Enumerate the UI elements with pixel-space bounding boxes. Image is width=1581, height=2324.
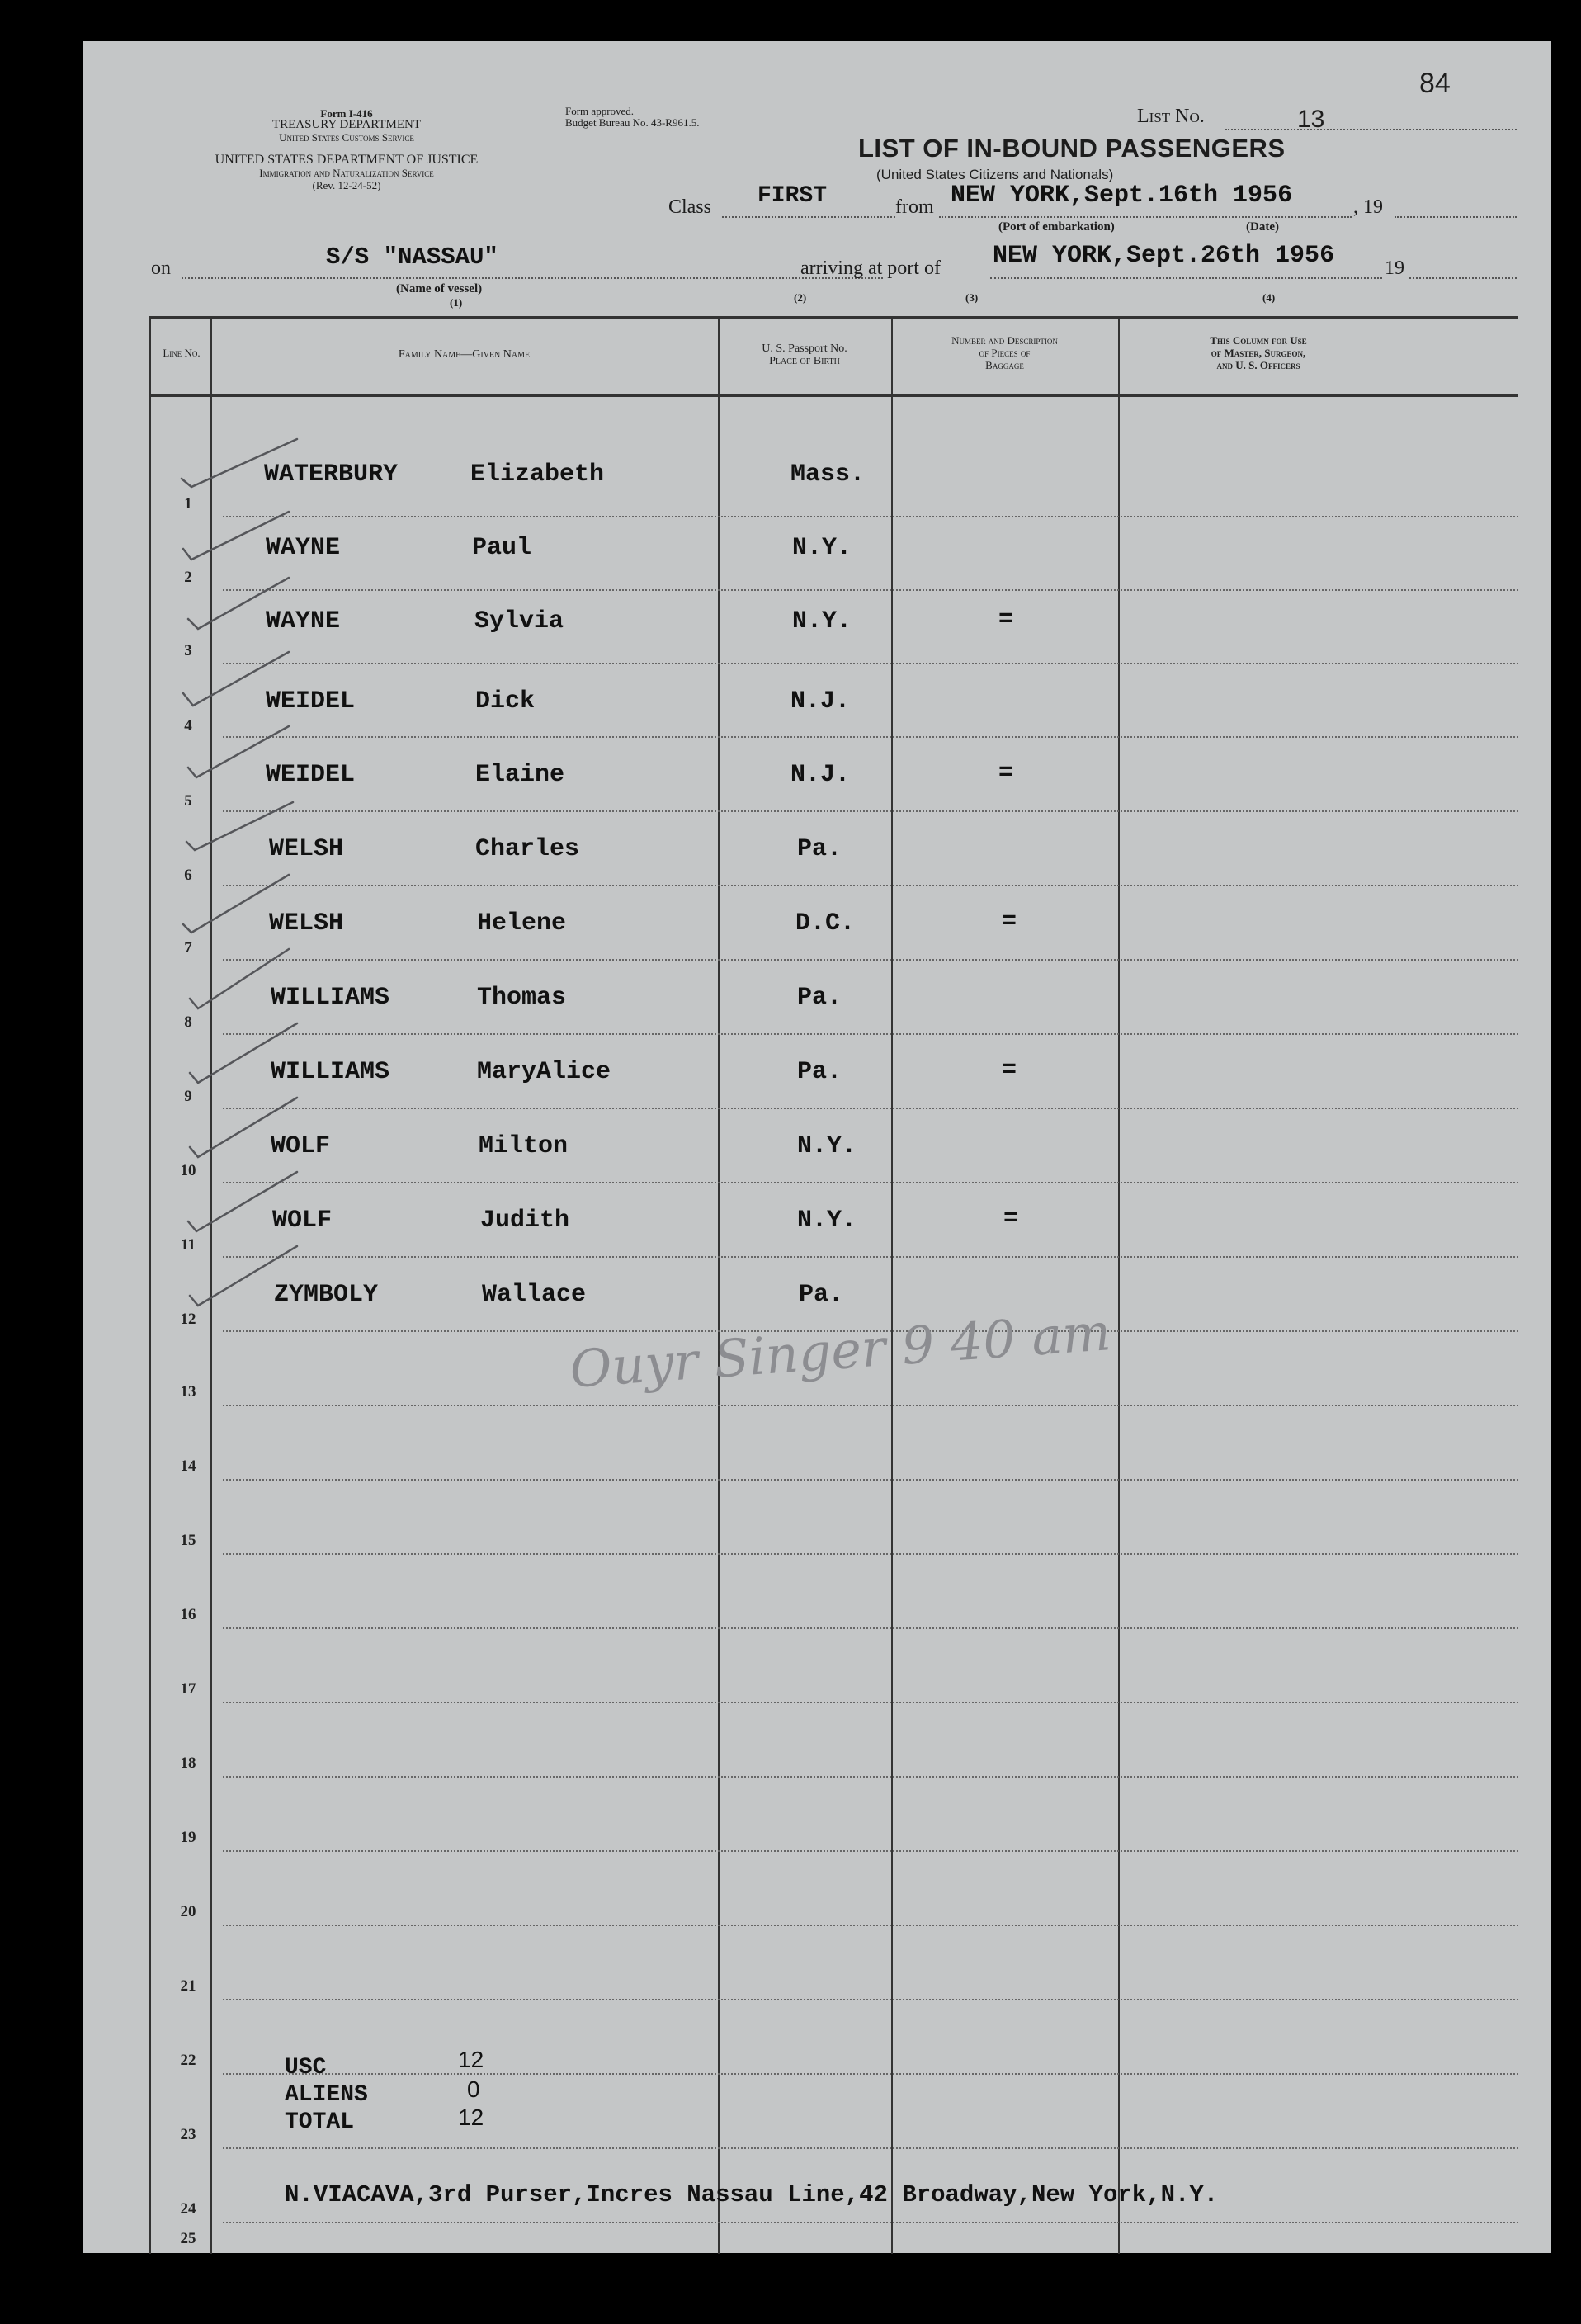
header-bottom-border <box>149 394 1518 397</box>
birth-place: N.J. <box>790 687 851 716</box>
col-num-4: (4) <box>1262 291 1276 304</box>
on-label: on <box>151 257 171 279</box>
revision-label: (Rev. 12-24-52) <box>312 179 381 191</box>
purser-signature-line: N.VIACAVA,3rd Purser,Incres Nassau Line,42 Broadway,New York,N.Y. <box>285 2181 1219 2208</box>
family-name: WELSH <box>269 909 344 938</box>
list-no-value: 13 <box>1297 106 1325 133</box>
family-name: WAYNE <box>266 607 341 635</box>
col-head-officers-1: This Column for Use <box>1210 334 1307 347</box>
given-name: Elaine <box>475 761 565 789</box>
given-name: Milton <box>479 1132 569 1160</box>
justice-label: UNITED STATES DEPARTMENT OF JUSTICE <box>215 153 479 167</box>
page-number: 84 <box>1419 68 1451 99</box>
given-name: MaryAlice <box>477 1058 611 1086</box>
given-name: Judith <box>480 1207 570 1235</box>
aliens-label: ALIENS <box>285 2082 368 2108</box>
birth-place: D.C. <box>795 909 856 938</box>
baggage: = <box>998 606 1014 634</box>
family-name: WOLF <box>272 1207 333 1235</box>
col-num-3: (3) <box>965 291 979 304</box>
birth-place: N.Y. <box>797 1132 857 1160</box>
family-name: WILLIAMS <box>271 984 390 1012</box>
col-head-officers-3: and U. S. Officers <box>1216 359 1300 371</box>
baggage: = <box>1002 908 1017 936</box>
line-number: 5 <box>184 792 192 810</box>
from-label: from <box>895 196 934 218</box>
line-number: 24 <box>180 2200 196 2218</box>
port-embark-caption: (Port of embarkation) <box>998 220 1115 234</box>
form-subtitle: (United States Citizens and Nationals) <box>876 167 1114 182</box>
line-number: 22 <box>180 2052 196 2069</box>
line-number: 7 <box>184 939 192 957</box>
total-label: TOTAL <box>285 2109 355 2135</box>
family-name: WELSH <box>269 835 344 863</box>
baggage: = <box>998 759 1014 787</box>
vessel-caption: (Name of vessel) <box>396 282 483 295</box>
birth-place: Mass. <box>790 461 866 489</box>
line-number: 11 <box>181 1236 196 1254</box>
line-number: 1 <box>184 495 192 513</box>
aliens-value: 0 <box>467 2076 480 2102</box>
from-value: NEW YORK,Sept.16th 1956 <box>951 182 1293 210</box>
col-head-baggage-3: Baggage <box>985 359 1024 371</box>
customs-label: United States Customs Service <box>279 131 414 144</box>
col-head-baggage-1: Number and Description <box>951 334 1058 347</box>
table-top-border <box>149 316 1518 319</box>
treasury-label: TREASURY DEPARTMENT <box>271 118 422 131</box>
family-name: WOLF <box>271 1132 331 1160</box>
family-name: WEIDEL <box>266 687 356 716</box>
class-label: Class <box>668 196 712 218</box>
given-name: Elizabeth <box>470 461 605 489</box>
family-name: WATERBURY <box>264 461 399 489</box>
line-number: 6 <box>184 867 192 884</box>
given-name: Paul <box>472 534 532 562</box>
handwritten-note: Ouyr Singer 9 40 am <box>568 1301 1113 1400</box>
year-suffix-1: , 19 <box>1353 196 1383 218</box>
line-number: 8 <box>184 1013 192 1031</box>
birth-place: N.J. <box>790 761 851 789</box>
given-name: Sylvia <box>474 607 564 635</box>
baggage: = <box>1002 1056 1017 1084</box>
arriving-value: NEW YORK,Sept.26th 1956 <box>993 242 1335 270</box>
col-head-officers-2: of Master, Surgeon, <box>1211 347 1306 359</box>
given-name: Thomas <box>477 984 567 1012</box>
col-head-passport-2: Place of Birth <box>769 355 840 367</box>
given-name: Charles <box>475 835 580 863</box>
birth-place: N.Y. <box>792 534 852 562</box>
line-number: 12 <box>180 1311 196 1328</box>
baggage: = <box>1003 1205 1019 1233</box>
col-head-baggage-2: of Pieces of <box>979 347 1031 359</box>
line-number: 10 <box>180 1162 196 1179</box>
family-name: WILLIAMS <box>271 1058 390 1086</box>
line-number: 19 <box>180 1829 196 1846</box>
family-name: WAYNE <box>266 534 341 562</box>
col-head-name: Family Name—Given Name <box>398 348 531 361</box>
manifest-sheet <box>83 41 1551 2253</box>
line-number: 2 <box>184 569 192 586</box>
class-value: FIRST <box>757 183 828 209</box>
date-caption: (Date) <box>1246 220 1279 234</box>
line-number: 14 <box>180 1457 196 1475</box>
given-name: Dick <box>475 687 536 716</box>
form-title: LIST OF IN-BOUND PASSENGERS <box>858 134 1286 163</box>
line-number: 4 <box>184 717 192 735</box>
family-name: ZYMBOLY <box>274 1281 379 1309</box>
vessel-caption-num: (1) <box>450 296 463 309</box>
line-number: 23 <box>180 2126 196 2143</box>
given-name: Helene <box>477 909 567 938</box>
col-head-line-no: Line No. <box>163 347 201 359</box>
arriving-label: arriving at port of <box>800 257 941 279</box>
year-suffix-2: 19 <box>1385 257 1404 279</box>
vessel-value: S/S "NASSAU" <box>326 243 498 271</box>
line-number: 15 <box>180 1532 196 1549</box>
birth-place: N.Y. <box>797 1207 857 1235</box>
form-id: Form I-416 <box>320 107 373 120</box>
line-number: 20 <box>180 1903 196 1920</box>
given-name: Wallace <box>482 1281 587 1309</box>
family-name: WEIDEL <box>266 761 356 789</box>
line-number: 9 <box>184 1088 192 1105</box>
form-approved: Form approved. <box>565 105 635 117</box>
check-marks <box>173 421 305 1329</box>
usc-label: USC <box>285 2055 327 2081</box>
col-head-passport-1: U. S. Passport No. <box>762 342 847 355</box>
total-value: 12 <box>458 2104 484 2130</box>
birth-place: Pa. <box>797 835 842 863</box>
birth-place: Pa. <box>797 984 842 1012</box>
line-number: 3 <box>184 642 192 659</box>
birth-place: Pa. <box>799 1281 844 1309</box>
line-number: 25 <box>180 2230 196 2247</box>
list-no-label: List No. <box>1137 106 1205 127</box>
col-num-2: (2) <box>794 291 807 304</box>
line-number: 13 <box>180 1383 196 1401</box>
line-number: 18 <box>180 1755 196 1772</box>
line-number: 21 <box>180 1977 196 1995</box>
budget-bureau: Budget Bureau No. 43-R961.5. <box>565 116 700 129</box>
birth-place: N.Y. <box>792 607 852 635</box>
line-number: 17 <box>180 1680 196 1698</box>
immigration-label: Immigration and Naturalization Service <box>259 167 434 179</box>
birth-place: Pa. <box>797 1058 842 1086</box>
line-number: 16 <box>180 1606 196 1623</box>
usc-value: 12 <box>458 2047 484 2072</box>
